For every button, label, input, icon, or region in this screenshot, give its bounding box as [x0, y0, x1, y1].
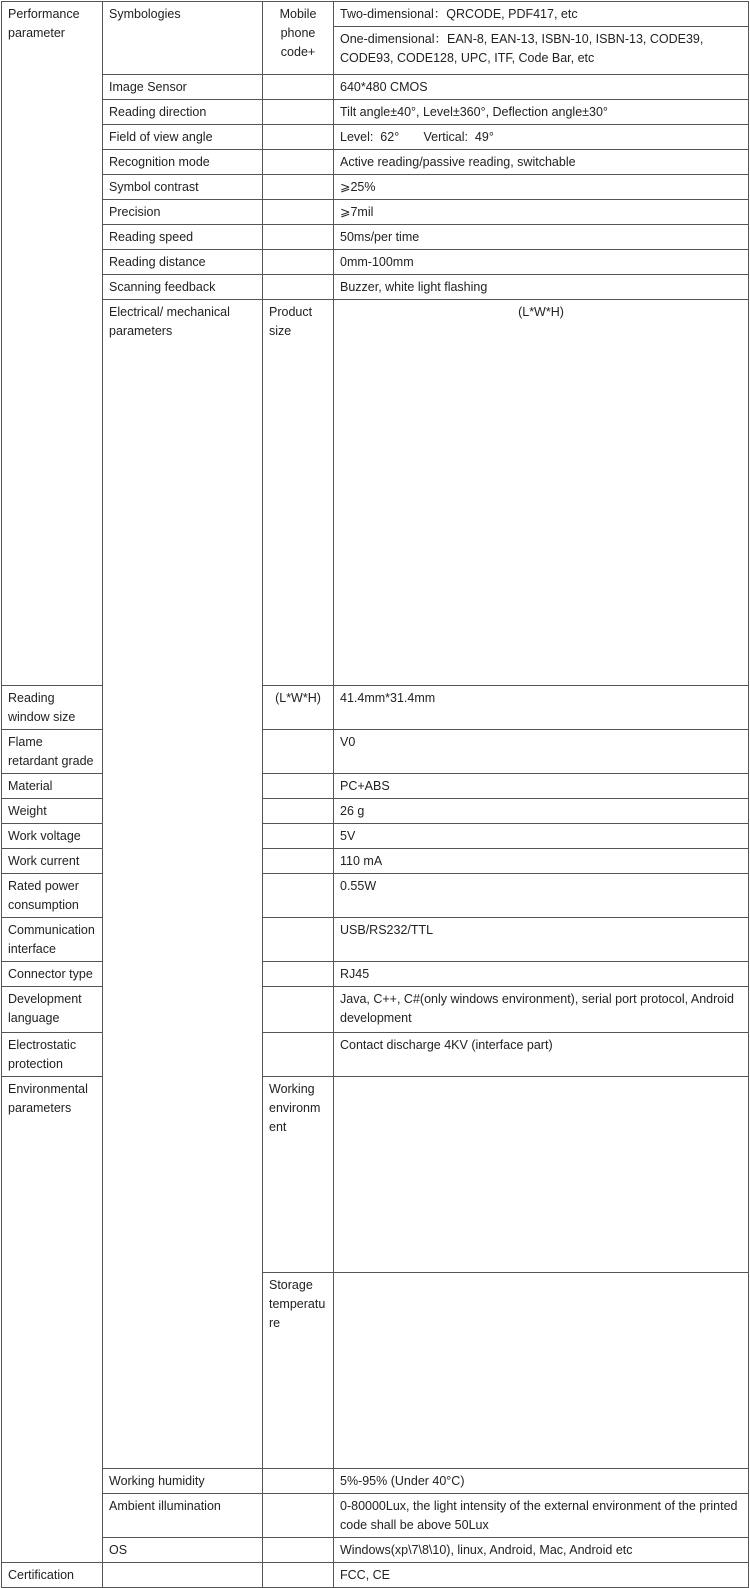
row-label-flame-retardant: Flame retardant grade — [2, 730, 103, 774]
table-row — [2, 275, 749, 300]
note-empty — [263, 75, 334, 100]
row-label-storage-temp: Storage temperature — [263, 1273, 334, 1469]
table-row — [2, 75, 749, 100]
row-label-reading-direction: Reading direction — [103, 100, 263, 125]
row-label-rated-power: Rated power consumption — [2, 874, 103, 918]
value-esd-protection: Contact discharge 4KV (interface part) — [334, 1033, 749, 1077]
table-row — [2, 250, 749, 275]
row-label-product-size: Product size — [263, 300, 334, 686]
reading-window-note: (L*W*H) — [263, 686, 334, 730]
value-symbologies-2d: Two-dimensional：QRCODE, PDF417, etc — [334, 2, 749, 27]
table-row — [2, 300, 749, 686]
note-empty — [263, 1563, 334, 1588]
row-label-working-env: Working environment — [263, 1077, 334, 1273]
category-electrical: Electrical/ mechanical parameters — [103, 300, 263, 1469]
table-row — [2, 1538, 749, 1563]
note-empty — [263, 962, 334, 987]
spec-table — [1, 1, 749, 1588]
value-reading-window-size: 41.4mm*31.4mm — [334, 686, 749, 730]
note-empty — [263, 1494, 334, 1538]
value-flame-retardant: V0 — [334, 730, 749, 774]
note-empty — [263, 874, 334, 918]
note-empty — [263, 1469, 334, 1494]
table-row — [2, 125, 749, 150]
note-empty — [334, 1273, 749, 1469]
symbologies-note: Mobile phone code+ — [263, 2, 334, 75]
row-label-ambient-illumination: Ambient illumination — [103, 1494, 263, 1538]
row-label-work-current: Work current — [2, 849, 103, 874]
value-comm-interface: USB/RS232/TTL — [334, 918, 749, 962]
row-label-reading-distance: Reading distance — [103, 250, 263, 275]
table-row — [2, 2, 749, 27]
value-material: PC+ABS — [334, 774, 749, 799]
table-row — [2, 200, 749, 225]
note-empty — [263, 125, 334, 150]
table-row — [2, 225, 749, 250]
value-connector-type: RJ45 — [334, 962, 749, 987]
note-empty — [263, 150, 334, 175]
value-symbologies-1d: One-dimensional：EAN-8, EAN-13, ISBN-10, ISBN-13, CODE39, CODE93, CODE128, UPC, ITF, Code Bar, etc — [334, 27, 749, 75]
table-row — [2, 100, 749, 125]
value-weight: 26 g — [334, 799, 749, 824]
value-field-of-view: Level: 62° Vertical: 49° — [334, 125, 749, 150]
row-label-symbol-contrast: Symbol contrast — [103, 175, 263, 200]
row-label-symbologies: Symbologies — [103, 2, 263, 75]
row-label-weight: Weight — [2, 799, 103, 824]
value-symbol-contrast: ⩾25% — [334, 175, 749, 200]
value-recognition-mode: Active reading/passive reading, switchable — [334, 150, 749, 175]
table-row — [2, 175, 749, 200]
category-certification: Certification — [2, 1563, 103, 1588]
value-ambient-illumination: 0-80000Lux, the light intensity of the external environment of the printed code shall be above 50Lux — [334, 1494, 749, 1538]
value-os: Windows(xp\7\8\10), linux, Android, Mac, Android etc — [334, 1538, 749, 1563]
value-image-sensor: 640*480 CMOS — [334, 75, 749, 100]
row-label-material: Material — [2, 774, 103, 799]
label-empty — [103, 1563, 263, 1588]
value-rated-power: 0.55W — [334, 874, 749, 918]
note-empty — [263, 849, 334, 874]
note-empty — [263, 1033, 334, 1077]
row-label-connector-type: Connector type — [2, 962, 103, 987]
category-performance: Performance parameter — [2, 2, 103, 686]
note-empty — [263, 200, 334, 225]
product-size-note: (L*W*H) — [334, 300, 749, 686]
note-empty — [263, 799, 334, 824]
row-label-working-humidity: Working humidity — [103, 1469, 263, 1494]
row-label-field-of-view: Field of view angle — [103, 125, 263, 150]
row-label-image-sensor: Image Sensor — [103, 75, 263, 100]
row-label-precision: Precision — [103, 200, 263, 225]
table-row — [2, 1494, 749, 1538]
note-empty — [334, 1077, 749, 1273]
row-label-dev-language: Development language — [2, 987, 103, 1033]
value-working-humidity: 5%-95% (Under 40°C) — [334, 1469, 749, 1494]
row-label-scanning-feedback: Scanning feedback — [103, 275, 263, 300]
value-reading-distance: 0mm-100mm — [334, 250, 749, 275]
value-certification: FCC, CE — [334, 1563, 749, 1588]
row-label-os: OS — [103, 1538, 263, 1563]
note-empty — [263, 175, 334, 200]
note-empty — [263, 225, 334, 250]
note-empty — [263, 774, 334, 799]
row-label-esd-protection: Electrostatic protection — [2, 1033, 103, 1077]
row-label-reading-window-size: Reading window size — [2, 686, 103, 730]
note-empty — [263, 730, 334, 774]
table-row — [2, 1469, 749, 1494]
value-work-voltage: 5V — [334, 824, 749, 849]
table-row — [2, 1563, 749, 1588]
value-work-current: 110 mA — [334, 849, 749, 874]
value-precision: ⩾7mil — [334, 200, 749, 225]
note-empty — [263, 100, 334, 125]
note-empty — [263, 1538, 334, 1563]
value-reading-speed: 50ms/per time — [334, 225, 749, 250]
row-label-comm-interface: Communication interface — [2, 918, 103, 962]
row-label-reading-speed: Reading speed — [103, 225, 263, 250]
note-empty — [263, 918, 334, 962]
row-label-recognition-mode: Recognition mode — [103, 150, 263, 175]
value-reading-direction: Tilt angle±40°, Level±360°, Deflection angle±30° — [334, 100, 749, 125]
table-row — [2, 150, 749, 175]
row-label-work-voltage: Work voltage — [2, 824, 103, 849]
note-empty — [263, 824, 334, 849]
note-empty — [263, 987, 334, 1033]
note-empty — [263, 250, 334, 275]
category-environmental: Environmental parameters — [2, 1077, 103, 1563]
value-scanning-feedback: Buzzer, white light flashing — [334, 275, 749, 300]
note-empty — [263, 275, 334, 300]
value-dev-language: Java, C++, C#(only windows environment), serial port protocol, Android development — [334, 987, 749, 1033]
